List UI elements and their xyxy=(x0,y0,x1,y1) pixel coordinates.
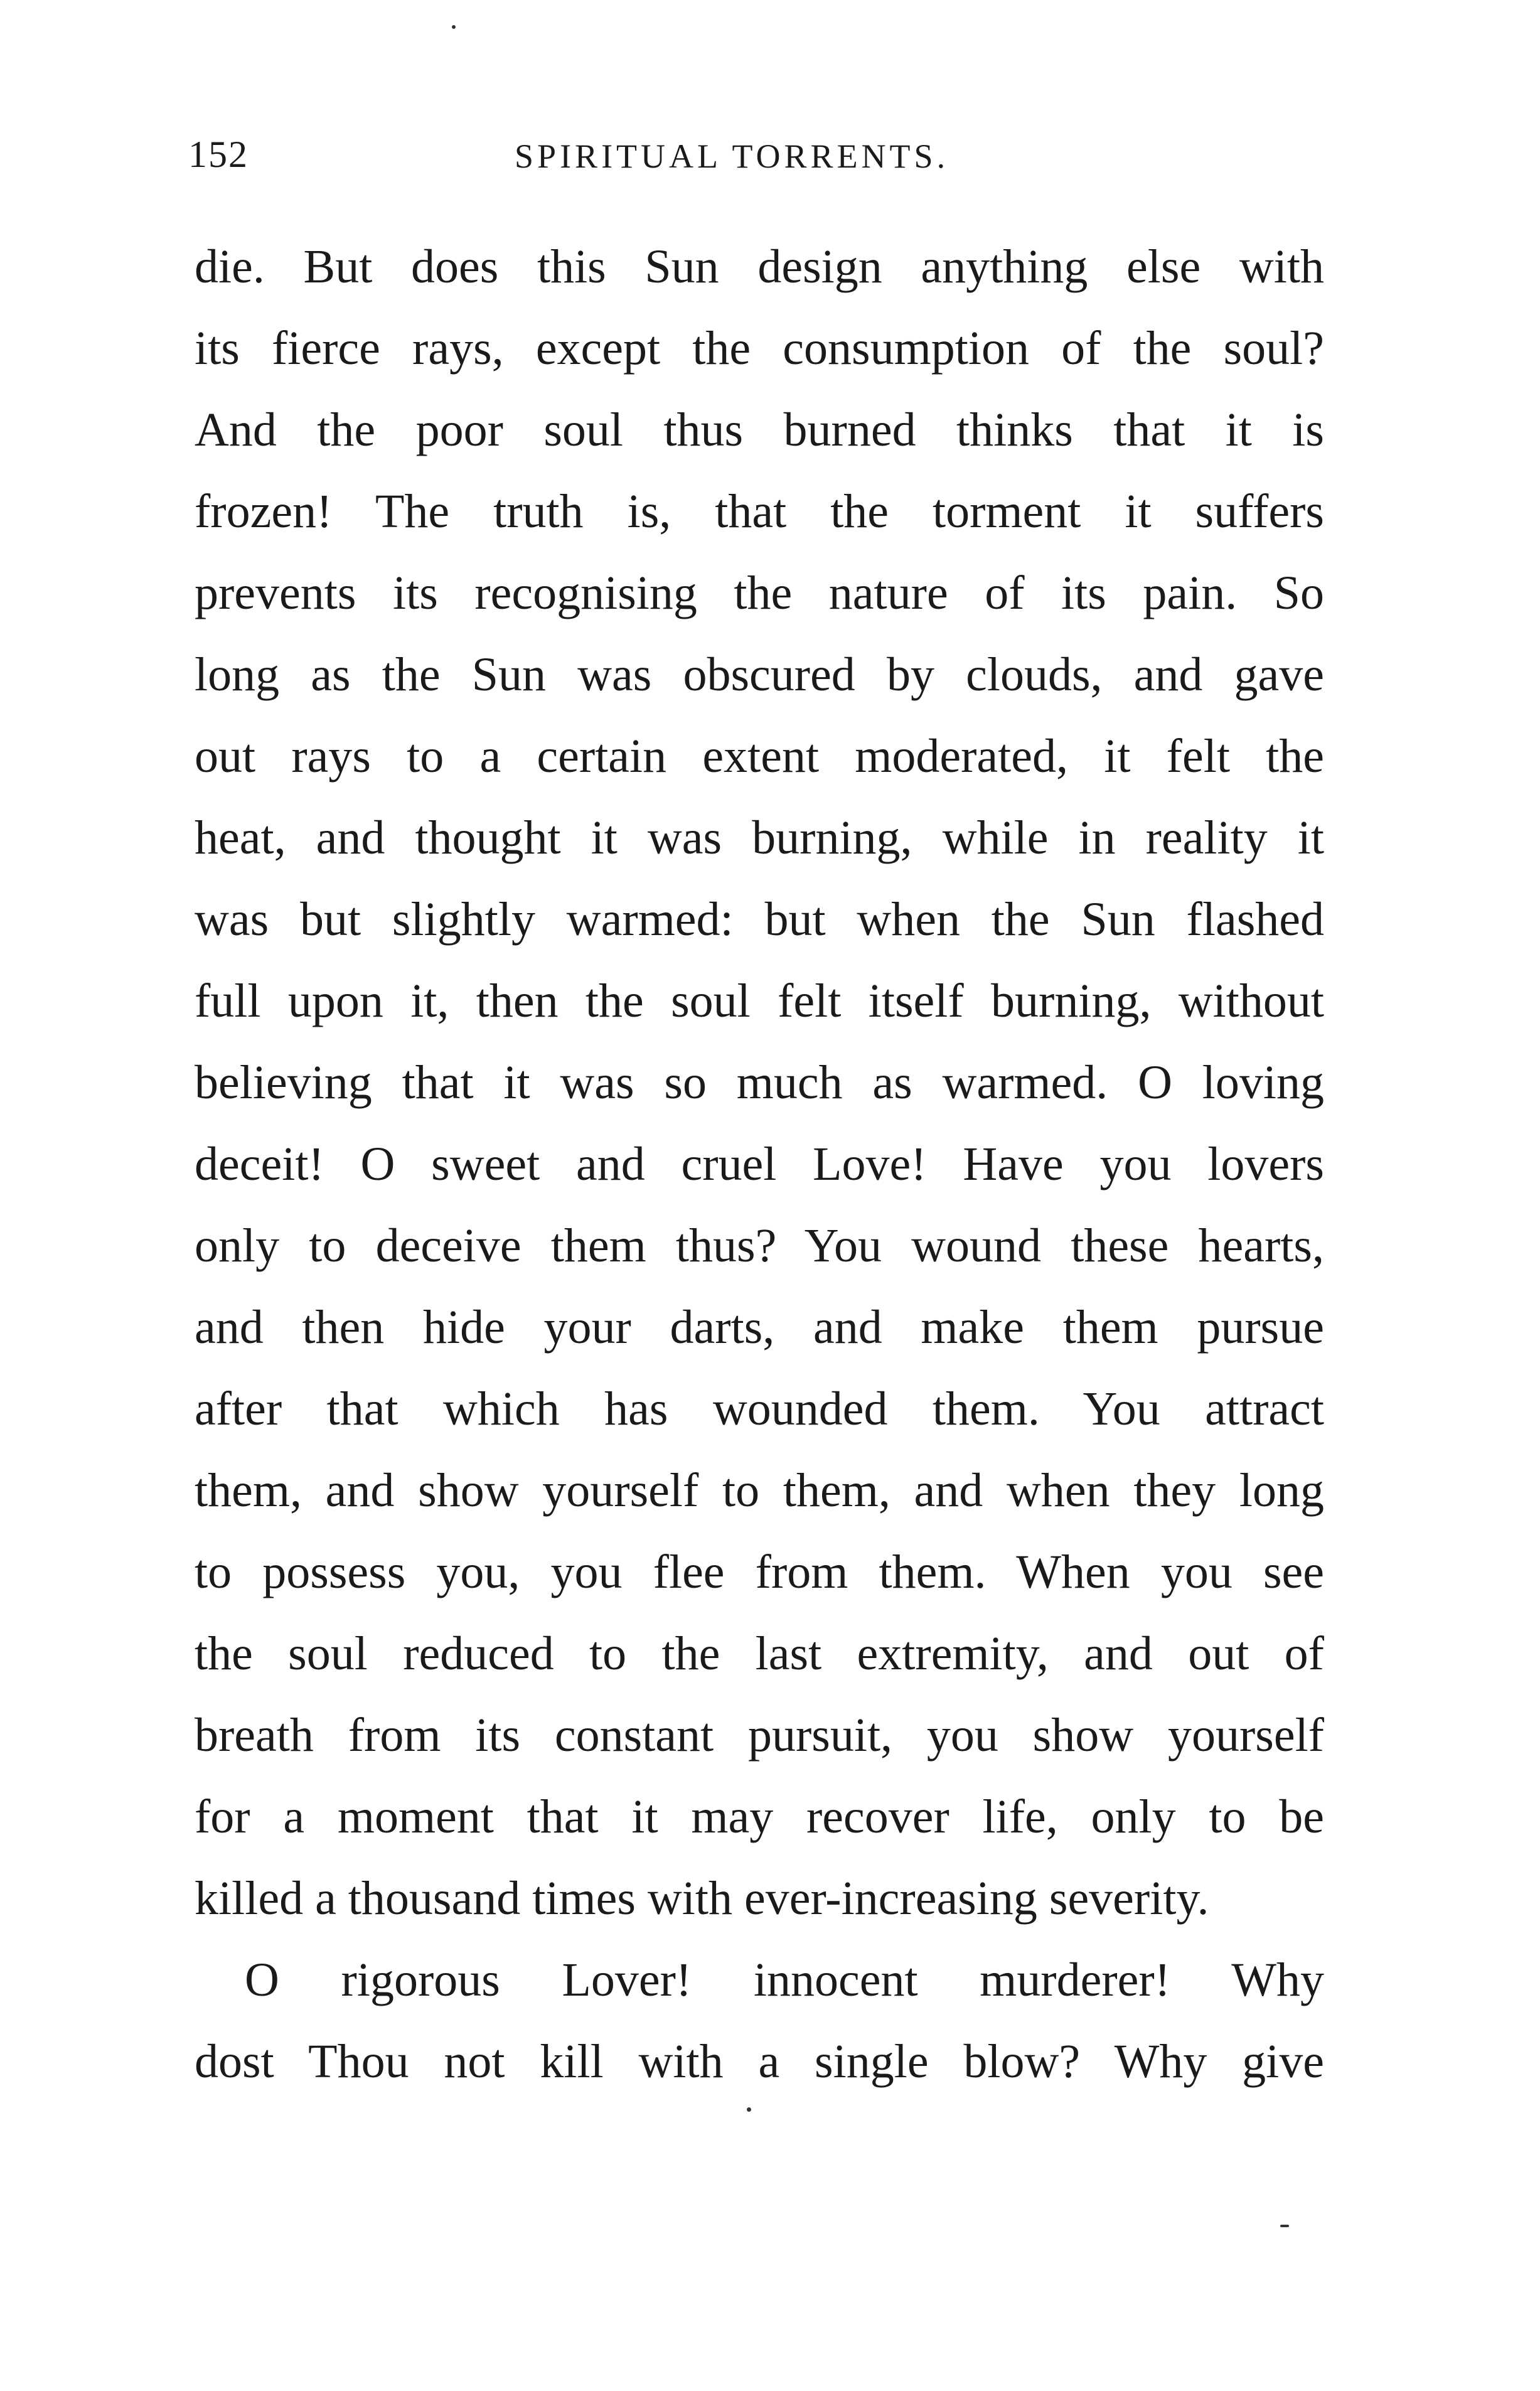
text-line: full upon it, then the soul felt itself burning, without xyxy=(195,975,1324,1027)
print-speck xyxy=(1280,2225,1289,2227)
text-line: killed a thousand times with ever-increasing severity. xyxy=(195,1872,1209,1925)
text-line: the soul reduced to the last extremity, and out of xyxy=(195,1627,1324,1680)
text-line: deceit! O sweet and cruel Love! Have you lovers xyxy=(195,1138,1324,1190)
print-speck xyxy=(452,25,456,29)
running-title: SPIRITUAL TORRENTS. xyxy=(515,137,949,175)
text-line: prevents its recognising the nature of its pain. So xyxy=(195,567,1324,619)
text-line: for a moment that it may recover life, only to be xyxy=(195,1790,1324,1843)
text-line: dost Thou not kill with a single blow? Why give xyxy=(195,2035,1324,2088)
text-line: to possess you, you flee from them. When you see xyxy=(195,1546,1324,1598)
text-line: and then hide your darts, and make them pursue xyxy=(195,1301,1324,1354)
text-line: believing that it was so much as warmed. O loving xyxy=(195,1056,1324,1109)
page-number: 152 xyxy=(188,134,249,175)
text-line: was but slightly warmed: but when the Sun flashed xyxy=(195,893,1324,946)
text-line: its fierce rays, except the consumption of the soul? xyxy=(195,322,1324,375)
text-line: heat, and thought it was burning, while in reality it xyxy=(195,811,1324,864)
text-line: only to deceive them thus? You wound these hearts, xyxy=(195,1219,1324,1272)
text-line: frozen! The truth is, that the torment it suffers xyxy=(195,485,1324,538)
text-line: O rigorous Lover! innocent murderer! Why xyxy=(245,1954,1324,2006)
text-line: after that which has wounded them. You attract xyxy=(195,1383,1324,1435)
text-line: long as the Sun was obscured by clouds, and gave xyxy=(195,648,1324,701)
text-line: out rays to a certain extent moderated, it felt the xyxy=(195,730,1324,783)
text-line: them, and show yourself to them, and when they long xyxy=(195,1464,1324,1517)
running-head xyxy=(188,133,1324,183)
body-text xyxy=(195,226,1324,2102)
print-speck xyxy=(747,2107,751,2112)
text-line: And the poor soul thus burned thinks that it is xyxy=(195,404,1324,456)
text-line: breath from its constant pursuit, you show yourself xyxy=(195,1709,1324,1762)
text-line: die. But does this Sun design anything else with xyxy=(195,240,1324,293)
